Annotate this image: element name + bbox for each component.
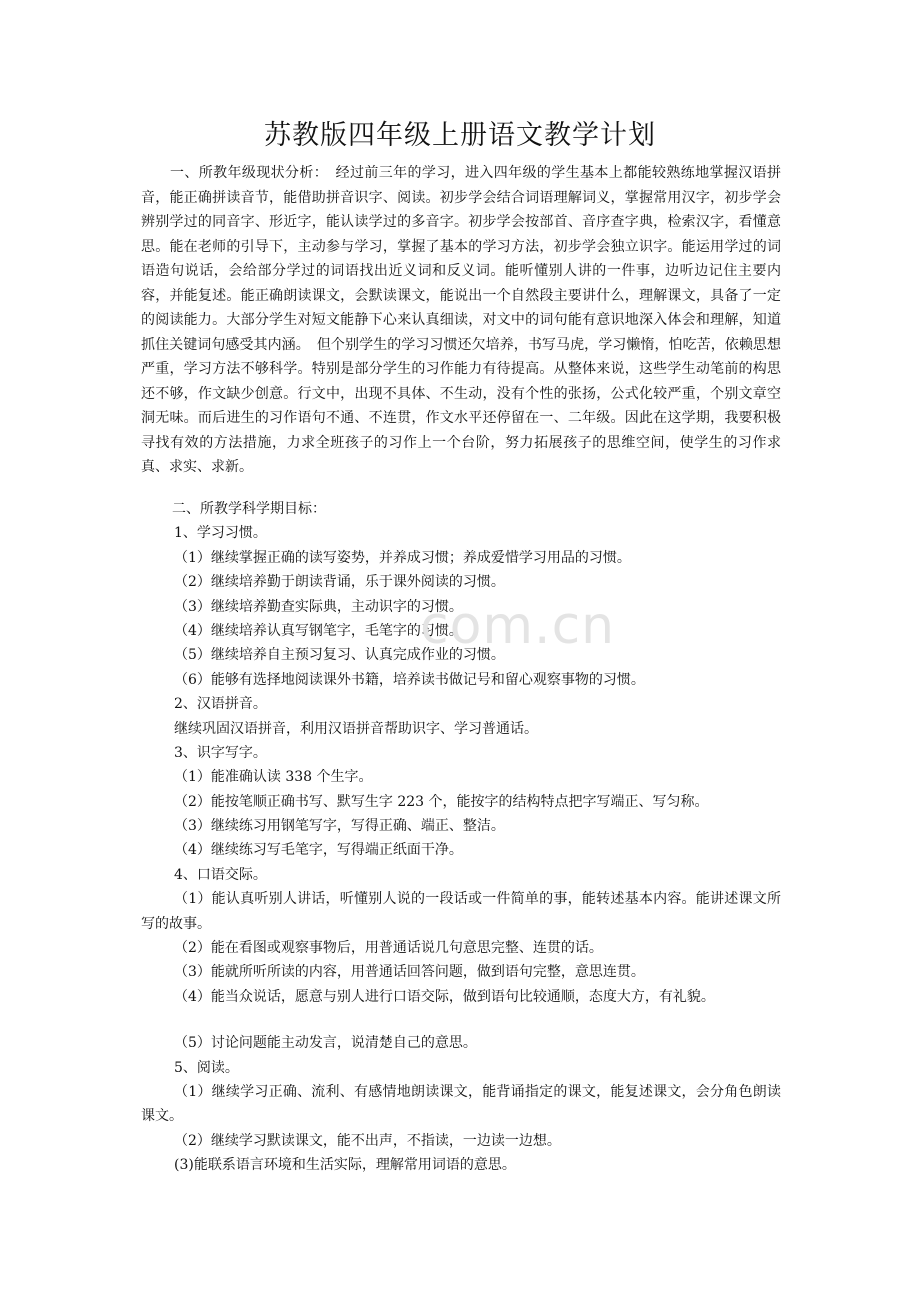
list-item: （4）继续培养认真写钢笔字，毛笔字的习惯。 (174, 622, 463, 639)
list-item: (3)能联系语言环境和生活实际，理解常用词语的意思。 (174, 1157, 516, 1174)
goal-heading-reading: 5、阅读。 (174, 1059, 239, 1076)
list-item: （3）能就所听所读的内容，用普通话回答问题，做到语句完整，意思连贯。 (174, 964, 645, 981)
list-item: （2）继续学习默读课文，能不出声，不指读，一边读一边想。 (174, 1132, 561, 1149)
goal-heading-literacy: 3、识字写字。 (174, 744, 267, 761)
page-title: 苏教版四年级上册语文教学计划 (264, 120, 656, 151)
list-item: （1）能准确认读 338 个生字。 (174, 769, 373, 786)
list-item: （3）继续练习用钢笔写字，写得正确、端正、整洁。 (174, 818, 505, 835)
situation-analysis-paragraph: 一、所教年级现状分析： 经过前三年的学习，进入四年级的学生基本上都能较熟练地掌握汉语拼音，能正确拼读音节，能借助拼音识字、阅读。初步学会结合词语理解词义，掌握常用汉字，初步学会辨别学过的同音字、形近字，能认读学过的多音字。初步学会按部首、音序查字典，检索汉字，看懂意思。能在老师的引导下，主动参与学习，掌握了基本的学习方法，初步学会独立识字。能运用学过的词语造句说话，会给部分学过的词语找出近义词和反义词。能听懂别人讲的一件事，边听边记住主要内容，并能复述。能正确朗读课文，会默读课文，能说出一个自然段主要讲什么，理解课文，具备了一定的阅读能力。大部分学生对短文能静下心来认真细读，对文中的词句能有意识地深入体会和理解，知道抓住关键词句感受其内涵。 但个别学生的学习习惯还欠培养，书写马虎，学习懒惰，怕吃苦，依赖思想严重，学习方法不够科学。特别是部分学生的习作能力有待提高。从整体来说，这些学生动笔前的构思还不够，作文缺少创意。行文中，出现不具体、不生动，没有个性的张扬，公式化较严重，个别文章空洞无味。而后进生的习作语句不通、不连贯，作文水平还停留在一、二年级。因此在这学期，我要积极寻找有效的方法措施，力求全班孩子的习作上一个台阶，努力拓展孩子的思维空间，使学生的习作求真、求实、求新。 (141, 165, 781, 475)
list-item: （2）继续培养勤于朗读背诵，乐于课外阅读的习惯。 (174, 574, 505, 591)
list-item: （1）继续掌握正确的读写姿势，并养成习惯；养成爱惜学习用品的习惯。 (174, 549, 631, 566)
goal-heading-oral: 4、口语交际。 (174, 866, 267, 883)
list-item: （1）继续学习正确、流利、有感情地朗读课文，能背诵指定的课文，能复述课文，会分角色朗读课文。 (141, 1084, 781, 1125)
watermark: com.cn (420, 596, 616, 656)
list-item: 继续巩固汉语拼音，利用汉语拼音帮助识字、学习普通话。 (174, 720, 538, 737)
list-item: （4）能当众说话，愿意与别人进行口语交际，做到语句比较通顺，态度大方，有礼貌。 (174, 988, 715, 1005)
section-heading-goals: 二、所教学科学期目标： (172, 501, 326, 517)
list-item: （5）讨论问题能主动发言，说清楚自己的意思。 (174, 1035, 477, 1052)
goals-list (141, 497, 781, 1178)
blank-line (141, 1009, 781, 1031)
list-item: （4）继续练习写毛笔字，写得端正纸面干净。 (174, 842, 463, 859)
list-item: （6）能够有选择地阅读课外书籍，培养读书做记号和留心观察事物的习惯。 (174, 671, 645, 688)
list-item: （5）继续培养自主预习复习、认真完成作业的习惯。 (174, 647, 505, 664)
list-item: （2）能按笔顺正确书写、默写生字 223 个，能按字的结构特点把字写端正、写匀称。 (174, 793, 709, 810)
list-item: （3）继续培养勤查实际典，主动识字的习惯。 (174, 598, 463, 615)
list-item: （1）能认真听别人讲话，听懂别人说的一段话或一件简单的事，能转述基本内容。能讲述课文所写的故事。 (141, 891, 781, 932)
goal-heading-habits: 1、学习习惯。 (174, 525, 267, 542)
list-item: （2）能在看图或观察事物后，用普通话说几句意思完整、连贯的话。 (174, 940, 603, 957)
goal-heading-pinyin: 2、汉语拼音。 (174, 696, 267, 713)
